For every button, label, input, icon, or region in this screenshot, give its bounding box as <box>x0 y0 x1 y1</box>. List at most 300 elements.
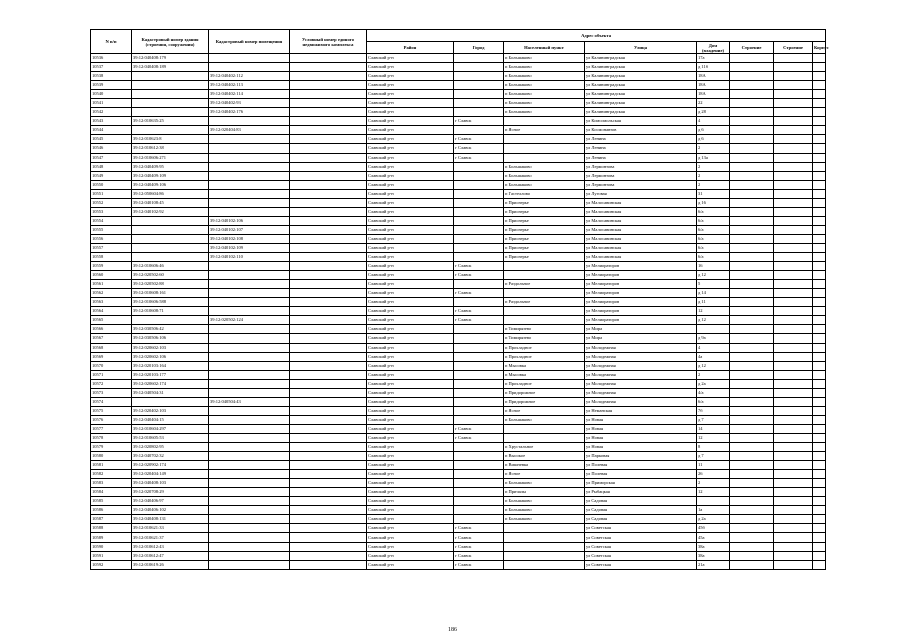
cell-street: ул Лермонтова <box>585 162 697 171</box>
cell-district: Славский р-н <box>367 271 454 280</box>
cell-structure <box>730 189 774 198</box>
cell-city <box>454 207 504 216</box>
cell-num: 10555 <box>91 225 132 234</box>
cell-building <box>774 108 813 117</box>
cell-settlement: п Большаково <box>504 479 585 488</box>
cell-num: 10565 <box>91 316 132 325</box>
cell-cadastral-building: 39:12:040702:32 <box>132 452 209 461</box>
cell-house: д 7 <box>697 452 730 461</box>
cell-cadastral-room <box>209 551 290 560</box>
cell-district: Славский р-н <box>367 207 454 216</box>
cell-conditional-number <box>290 352 367 361</box>
table-row <box>91 316 826 325</box>
table-row <box>91 488 826 497</box>
cell-building <box>774 506 813 515</box>
cell-settlement <box>504 533 585 542</box>
cell-conditional-number <box>290 243 367 252</box>
cell-structure <box>730 560 774 569</box>
cell-num: 10540 <box>91 90 132 99</box>
cell-city <box>454 415 504 424</box>
cell-cadastral-room <box>209 370 290 379</box>
cell-district: Славский р-н <box>367 388 454 397</box>
cell-district: Славский р-н <box>367 452 454 461</box>
cell-structure <box>730 443 774 452</box>
cell-korpus <box>813 325 826 334</box>
table-row <box>91 379 826 388</box>
cell-structure <box>730 515 774 524</box>
cell-district: Славский р-н <box>367 198 454 207</box>
cell-street: ул Калининградская <box>585 108 697 117</box>
cell-cadastral-building <box>132 72 209 81</box>
cell-conditional-number <box>290 551 367 560</box>
cell-settlement: п Большаково <box>504 108 585 117</box>
cell-cadastral-room <box>209 153 290 162</box>
cell-num: 10591 <box>91 551 132 560</box>
cell-cadastral-room <box>209 180 290 189</box>
cell-conditional-number <box>290 180 367 189</box>
cell-building <box>774 470 813 479</box>
cell-house: 18А <box>697 90 730 99</box>
cell-cadastral-room <box>209 289 290 298</box>
table-row <box>91 189 826 198</box>
cell-city <box>454 379 504 388</box>
cell-conditional-number <box>290 343 367 352</box>
cell-structure <box>730 253 774 262</box>
cell-korpus <box>813 90 826 99</box>
table-row <box>91 533 826 542</box>
cell-city: г Славск <box>454 542 504 551</box>
cell-cadastral-room <box>209 207 290 216</box>
cell-building <box>774 433 813 442</box>
cell-district: Славский р-н <box>367 307 454 316</box>
cell-cadastral-building: 39:12:020708:29 <box>132 488 209 497</box>
cell-district: Славский р-н <box>367 406 454 415</box>
cell-house: 14 <box>697 424 730 433</box>
cell-structure <box>730 144 774 153</box>
table-row <box>91 171 826 180</box>
cell-korpus <box>813 126 826 135</box>
cell-city <box>454 63 504 72</box>
cell-num: 10561 <box>91 280 132 289</box>
cell-street: ул Полевая <box>585 470 697 479</box>
cell-conditional-number <box>290 262 367 271</box>
cell-structure <box>730 316 774 325</box>
header-settlement: Населенный пункт <box>504 42 585 54</box>
table-row <box>91 452 826 461</box>
cell-house: 6/а <box>697 243 730 252</box>
cell-house: 2 <box>697 479 730 488</box>
table-row <box>91 524 826 533</box>
cell-city: г Славск <box>454 289 504 298</box>
cell-conditional-number <box>290 99 367 108</box>
cell-house: 21а <box>697 560 730 569</box>
cell-korpus <box>813 253 826 262</box>
cell-settlement <box>504 433 585 442</box>
table-row <box>91 461 826 470</box>
cell-street: ул Мира <box>585 325 697 334</box>
cell-city <box>454 171 504 180</box>
cell-building <box>774 542 813 551</box>
cell-settlement: п Приозерье <box>504 243 585 252</box>
table-row <box>91 72 826 81</box>
cell-house: 45а <box>697 533 730 542</box>
cell-city <box>454 198 504 207</box>
cell-structure <box>730 461 774 470</box>
header-korpus: Корпус <box>813 42 826 54</box>
cell-cadastral-room <box>209 361 290 370</box>
cell-cadastral-building <box>132 126 209 135</box>
cell-cadastral-room: 39:12:040402:113 <box>209 81 290 90</box>
cell-city: г Славск <box>454 117 504 126</box>
cell-city: г Славск <box>454 433 504 442</box>
cell-district: Славский р-н <box>367 99 454 108</box>
cell-structure <box>730 524 774 533</box>
cell-city <box>454 234 504 243</box>
cell-city: г Славск <box>454 144 504 153</box>
cell-korpus <box>813 298 826 307</box>
cell-structure <box>730 470 774 479</box>
cell-conditional-number <box>290 497 367 506</box>
cell-cadastral-room <box>209 325 290 334</box>
cell-street: ул Лермонтова <box>585 180 697 189</box>
cell-settlement: п Большаково <box>504 415 585 424</box>
cell-settlement: п Высокое <box>504 452 585 461</box>
table-body <box>91 54 826 570</box>
cell-district: Славский р-н <box>367 90 454 99</box>
cell-settlement <box>504 262 585 271</box>
table-row <box>91 207 826 216</box>
cell-cadastral-room: 39:12:040402:114 <box>209 90 290 99</box>
cell-cadastral-building: 39:12:010612:43 <box>132 542 209 551</box>
table-row <box>91 135 826 144</box>
cell-street: ул Молодежная <box>585 343 697 352</box>
cell-street: ул Мелиораторов <box>585 316 697 325</box>
cell-building <box>774 72 813 81</box>
cell-korpus <box>813 280 826 289</box>
cell-settlement: п Вишневка <box>504 461 585 470</box>
cell-street: ул Советская <box>585 542 697 551</box>
cell-house: 2 <box>697 180 730 189</box>
cell-district: Славский р-н <box>367 316 454 325</box>
cell-cadastral-building: 39:12:040504:31 <box>132 388 209 397</box>
cell-conditional-number <box>290 325 367 334</box>
cell-district: Славский р-н <box>367 162 454 171</box>
cell-city <box>454 515 504 524</box>
cell-building <box>774 207 813 216</box>
cell-building <box>774 162 813 171</box>
cell-street: ул Калининградская <box>585 90 697 99</box>
cell-house: 6/а <box>697 225 730 234</box>
cell-district: Славский р-н <box>367 506 454 515</box>
cell-cadastral-building <box>132 216 209 225</box>
cell-district: Славский р-н <box>367 497 454 506</box>
cell-conditional-number <box>290 280 367 289</box>
cell-building <box>774 307 813 316</box>
table-row <box>91 54 826 63</box>
cell-conditional-number <box>290 189 367 198</box>
cell-street: ул Калининградская <box>585 72 697 81</box>
cell-street: ул Малосавинская <box>585 207 697 216</box>
cell-building <box>774 54 813 63</box>
cell-street: ул Мелиораторов <box>585 280 697 289</box>
cell-korpus <box>813 117 826 126</box>
cell-city <box>454 243 504 252</box>
cell-house: 4а <box>697 352 730 361</box>
cell-conditional-number <box>290 225 367 234</box>
table-row <box>91 370 826 379</box>
header-structure: Строение <box>730 42 774 54</box>
cell-district: Славский р-н <box>367 253 454 262</box>
cell-building <box>774 361 813 370</box>
cell-cadastral-room <box>209 524 290 533</box>
cell-city <box>454 397 504 406</box>
cell-korpus <box>813 171 826 180</box>
cell-num: 10579 <box>91 443 132 452</box>
cell-korpus <box>813 108 826 117</box>
cell-korpus <box>813 207 826 216</box>
cell-house: д 7 <box>697 415 730 424</box>
cell-street: ул Луговая <box>585 189 697 198</box>
cell-num: 10578 <box>91 433 132 442</box>
cell-conditional-number <box>290 171 367 180</box>
cell-city <box>454 253 504 262</box>
cell-building <box>774 488 813 497</box>
cell-district: Славский р-н <box>367 334 454 343</box>
cell-korpus <box>813 243 826 252</box>
cell-cadastral-room: 39:12:040402:176 <box>209 108 290 117</box>
cell-cadastral-room <box>209 497 290 506</box>
cell-structure <box>730 488 774 497</box>
cell-cadastral-building: 39:12:020103:164 <box>132 361 209 370</box>
cell-cadastral-room <box>209 506 290 515</box>
cell-city: г Славск <box>454 271 504 280</box>
cell-house: д 16 <box>697 198 730 207</box>
cell-conditional-number <box>290 479 367 488</box>
cell-num: 10546 <box>91 144 132 153</box>
cell-num: 10580 <box>91 452 132 461</box>
cell-conditional-number <box>290 144 367 153</box>
cell-structure <box>730 433 774 442</box>
cell-building <box>774 298 813 307</box>
cell-cadastral-building: 39:12:010612:47 <box>132 551 209 560</box>
cell-settlement <box>504 551 585 560</box>
table-row <box>91 352 826 361</box>
table-row <box>91 262 826 271</box>
cell-settlement: п Большаково <box>504 515 585 524</box>
cell-settlement: п Приозерье <box>504 207 585 216</box>
cell-cadastral-room <box>209 171 290 180</box>
cell-settlement <box>504 560 585 569</box>
cell-city <box>454 452 504 461</box>
cell-settlement: п Приозерье <box>504 198 585 207</box>
cell-conditional-number <box>290 524 367 533</box>
cell-cadastral-room <box>209 415 290 424</box>
table-row <box>91 198 826 207</box>
cell-district: Славский р-н <box>367 108 454 117</box>
cell-house: 6/а <box>697 216 730 225</box>
cell-cadastral-room: 39:12:040102:107 <box>209 225 290 234</box>
cell-house: 38а <box>697 542 730 551</box>
cell-cadastral-building: 39:12:020404:149 <box>132 470 209 479</box>
cell-conditional-number <box>290 63 367 72</box>
cell-building <box>774 352 813 361</box>
cell-conditional-number <box>290 533 367 542</box>
cell-structure <box>730 117 774 126</box>
cell-building <box>774 262 813 271</box>
cell-conditional-number <box>290 207 367 216</box>
cell-cadastral-room <box>209 488 290 497</box>
cell-cadastral-building: 39:12:050604:86 <box>132 189 209 198</box>
cell-num: 10536 <box>91 54 132 63</box>
cell-cadastral-room <box>209 443 290 452</box>
cell-korpus <box>813 506 826 515</box>
cell-conditional-number <box>290 126 367 135</box>
cell-house: 26 <box>697 470 730 479</box>
cell-structure <box>730 551 774 560</box>
cell-cadastral-room <box>209 162 290 171</box>
cell-cadastral-building: 39:12:040406:102 <box>132 506 209 515</box>
cell-structure <box>730 388 774 397</box>
cell-building <box>774 533 813 542</box>
cell-conditional-number <box>290 361 367 370</box>
cell-cadastral-room <box>209 54 290 63</box>
cell-structure <box>730 479 774 488</box>
cell-num: 10543 <box>91 117 132 126</box>
cell-num: 10551 <box>91 189 132 198</box>
cell-structure <box>730 506 774 515</box>
cell-conditional-number <box>290 461 367 470</box>
cell-city: г Славск <box>454 551 504 560</box>
cell-building <box>774 126 813 135</box>
cell-district: Славский р-н <box>367 63 454 72</box>
table-row <box>91 298 826 307</box>
cell-city <box>454 325 504 334</box>
header-address-group: Адрес объекта <box>367 30 826 42</box>
cell-conditional-number <box>290 298 367 307</box>
cell-cadastral-building: 39:12:010606:46 <box>132 262 209 271</box>
cell-cadastral-building: 39:12:020802:95 <box>132 443 209 452</box>
cell-house: 2 <box>697 171 730 180</box>
cell-settlement: п Большаково <box>504 506 585 515</box>
cell-cadastral-room: 39:12:040402:93 <box>209 99 290 108</box>
cell-conditional-number <box>290 72 367 81</box>
cell-street: ул Новая <box>585 433 697 442</box>
cell-structure <box>730 243 774 252</box>
cell-street: ул Приморская <box>585 479 697 488</box>
cell-city <box>454 216 504 225</box>
cell-korpus <box>813 560 826 569</box>
cell-building <box>774 551 813 560</box>
cell-cadastral-building <box>132 316 209 325</box>
cell-korpus <box>813 225 826 234</box>
cell-district: Славский р-н <box>367 243 454 252</box>
cell-building <box>774 135 813 144</box>
cell-num: 10586 <box>91 506 132 515</box>
cell-cadastral-building: 39:12:010605:53 <box>132 433 209 442</box>
cell-settlement: п Гастеллово <box>504 189 585 198</box>
cell-city <box>454 479 504 488</box>
cell-structure <box>730 54 774 63</box>
cell-district: Славский р-н <box>367 515 454 524</box>
cell-cadastral-building: 39:12:020103:177 <box>132 370 209 379</box>
cell-korpus <box>813 271 826 280</box>
cell-district: Славский р-н <box>367 370 454 379</box>
cell-street: ул Молодежная <box>585 370 697 379</box>
cell-city: г Славск <box>454 316 504 325</box>
header-district: Район <box>367 42 454 54</box>
cell-building <box>774 216 813 225</box>
cell-korpus <box>813 189 826 198</box>
cell-cadastral-building <box>132 225 209 234</box>
cell-cadastral-room: 39:12:020502:124 <box>209 316 290 325</box>
cell-street: ул Калининградская <box>585 81 697 90</box>
cell-structure <box>730 108 774 117</box>
cell-city <box>454 461 504 470</box>
cell-district: Славский р-н <box>367 524 454 533</box>
cell-city <box>454 225 504 234</box>
cell-cadastral-room <box>209 452 290 461</box>
cell-num: 10563 <box>91 298 132 307</box>
cell-structure <box>730 424 774 433</box>
cell-structure <box>730 271 774 280</box>
cell-cadastral-room <box>209 262 290 271</box>
cell-settlement: п Большаково <box>504 162 585 171</box>
cell-structure <box>730 298 774 307</box>
cell-structure <box>730 262 774 271</box>
cell-street: ул Мелиораторов <box>585 262 697 271</box>
cell-cadastral-room <box>209 117 290 126</box>
cell-cadastral-building <box>132 397 209 406</box>
cell-building <box>774 479 813 488</box>
table-row <box>91 289 826 298</box>
cell-cadastral-building <box>132 90 209 99</box>
cell-district: Славский р-н <box>367 352 454 361</box>
table-row <box>91 415 826 424</box>
cell-cadastral-room <box>209 461 290 470</box>
cell-cadastral-room <box>209 144 290 153</box>
cell-cadastral-building: 39:12:020602:106 <box>132 352 209 361</box>
table-row <box>91 162 826 171</box>
cell-city <box>454 352 504 361</box>
cell-city <box>454 189 504 198</box>
cell-settlement: п Большаково <box>504 171 585 180</box>
cell-cadastral-building: 39:12:020602:103 <box>132 343 209 352</box>
cell-korpus <box>813 352 826 361</box>
cell-building <box>774 225 813 234</box>
cell-district: Славский р-н <box>367 397 454 406</box>
cell-city <box>454 99 504 108</box>
cell-cadastral-room <box>209 433 290 442</box>
cell-district: Славский р-н <box>367 533 454 542</box>
table-row <box>91 560 826 569</box>
cell-house: 1а <box>697 506 730 515</box>
cell-cadastral-building: 39:12:010612:38 <box>132 144 209 153</box>
cell-house: д 12 <box>697 316 730 325</box>
cell-korpus <box>813 63 826 72</box>
cell-structure <box>730 63 774 72</box>
cell-city <box>454 506 504 515</box>
cell-city: г Славск <box>454 533 504 542</box>
cell-building <box>774 289 813 298</box>
table-row <box>91 406 826 415</box>
cell-cadastral-building: 39:12:020502:60 <box>132 271 209 280</box>
cell-street: ул Малосавинская <box>585 234 697 243</box>
cell-district: Славский р-н <box>367 262 454 271</box>
cell-district: Славский р-н <box>367 54 454 63</box>
cell-city <box>454 443 504 452</box>
cell-num: 10570 <box>91 361 132 370</box>
cell-building <box>774 271 813 280</box>
